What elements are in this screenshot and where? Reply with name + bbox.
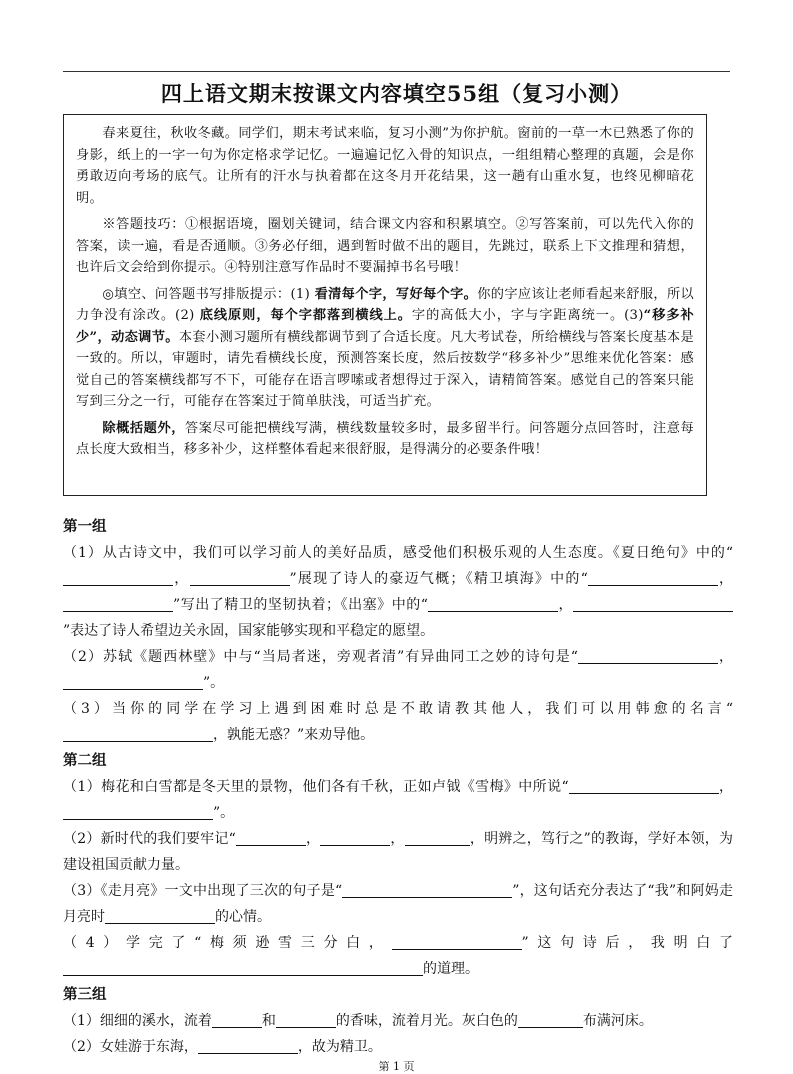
answer-blank[interactable] xyxy=(212,1010,262,1028)
answer-blank[interactable] xyxy=(63,594,173,612)
intro-paragraph-2: ※答题技巧：①根据语境，圈划关键词，结合课文内容和积累填空。②写答案前，可以先代入你的答案，读一遍，看是否通顺。③务必仔细，遇到暂时做不出的题目，先跳过，联系上下文推理和猜想，也许后文会给到你提示。④特别注意写作品时不要漏掉书名号哦！ xyxy=(76,217,694,275)
group-heading: 第二组 xyxy=(63,753,107,769)
answer-blank[interactable] xyxy=(428,594,558,612)
answer-blank[interactable] xyxy=(236,828,306,846)
answer-blank[interactable] xyxy=(578,646,718,664)
header-rule xyxy=(63,71,730,72)
answer-blank[interactable] xyxy=(588,568,718,586)
question: （4）学完了“梅须逊雪三分白， ”这句诗后，我明白了的道理。 xyxy=(63,930,733,982)
answer-blank[interactable] xyxy=(518,1010,583,1028)
question: （2）新时代的我们要牢记“ ， ， ，明辨之，笃行之”的教诲，学好本领，为建设祖国贡献力量。 xyxy=(63,826,733,878)
answer-blank[interactable] xyxy=(392,932,522,950)
group-heading: 第一组 xyxy=(63,519,107,535)
intro-paragraph-4: 除概括题外，答案尽可能把横线写满，横线数量较多时，最多留半行。问答题分点回答时，注意每点长度大致相当，移多补少，这样整体看起来很舒服，是得满分的必要条件哦！ xyxy=(76,420,694,457)
intro-paragraph-3: ◎填空、问答题书写排版提示：(1) 看清每个字，写好每个字。你的字应该让老师看起来舒服，所以力争没有涂改。(2) 底线原则，每个字都落到横线上。字的高低大小，字与字距离统一。(3)“移多补少”，动态调节。本套小测习题所有横线都调节到了合适长度。凡大考试卷，所给横线与答案长度基本是一致的。所以，审题时，请先看横线长度，预测答案长度，然后按数学“移多补少”思维来优化答案：感觉自己的答案横线都写不下，可能存在语言啰嗦或者想得过于深入，请精简答案。感觉自己的答案只能写到三分之一行，可能存在答案过于简单肤浅，可适当扩充。 xyxy=(76,286,694,409)
page-number: 第 1 页 xyxy=(378,1060,415,1073)
intro-box xyxy=(63,114,707,496)
answer-blank[interactable] xyxy=(190,568,290,586)
page-title: 四上语文期末按课文内容填空55组（复习小测） xyxy=(160,81,633,106)
answer-blank[interactable] xyxy=(63,568,173,586)
answer-blank[interactable] xyxy=(63,802,213,820)
question: （1）细细的溪水，流着 和 的香味，流着月光。灰白色的 布满河床。 xyxy=(63,1008,733,1034)
answer-blank[interactable] xyxy=(105,906,215,924)
intro-paragraph-1: 春来夏往，秋收冬藏。同学们，期末考试来临，复习小测”为你护航。窗前的一草一木已熟悉了你的身影，纸上的一字一句为你定格求学记忆。一遍遍记忆入骨的知识点，一组组精心整理的真题，会是你勇敢迈向考场的底气。让所有的汗水与执着都在这冬月开花结果，这一趟有山重水复，也终见柳暗花明。 xyxy=(76,126,694,206)
answer-blank[interactable] xyxy=(198,1036,298,1054)
answer-blank[interactable] xyxy=(405,828,470,846)
question: （3）当你的同学在学习上遇到困难时总是不敢请教其他人，我们可以用韩愈的名言“，孰能无惑？”来劝导他。 xyxy=(63,701,733,743)
answer-blank[interactable] xyxy=(63,672,203,690)
question: （2）苏轼《题西林壁》中与“当局者迷，旁观者清”有异曲同工之妙的诗句是“ ，”。 xyxy=(63,644,733,696)
answer-blank[interactable] xyxy=(276,1010,336,1028)
question: （2）女娃游于东海， ，故为精卫。 xyxy=(63,1034,733,1060)
answer-blank[interactable] xyxy=(63,724,213,742)
answer-blank[interactable] xyxy=(342,880,512,898)
answer-blank[interactable] xyxy=(573,594,733,612)
answer-blank[interactable] xyxy=(320,828,390,846)
answer-blank[interactable] xyxy=(569,776,719,794)
question: （1）从古诗文中，我们可以学习前人的美好品质，感受他们积极乐观的人生态度。《夏日绝句》中的“， ”展现了诗人的豪迈气概；《精卫填海》中的“ ，”写出了精卫的坚韧执着；《出塞》中的“ ，”表达了诗人希望边关永固，国家能够实现和平稳定的愿望。 xyxy=(63,545,733,639)
question: （1）梅花和白雪都是冬天里的景物，他们各有千秋，正如卢钺《雪梅》中所说“ ，”。 xyxy=(63,774,733,826)
question: （3）《走月亮》一文中出现了三次的句子是“ ”，这句话充分表达了“我”和阿妈走月亮时 的心情。 xyxy=(63,878,733,930)
group-heading: 第三组 xyxy=(63,987,107,1003)
answer-blank[interactable] xyxy=(63,958,423,976)
questions xyxy=(63,514,733,1060)
